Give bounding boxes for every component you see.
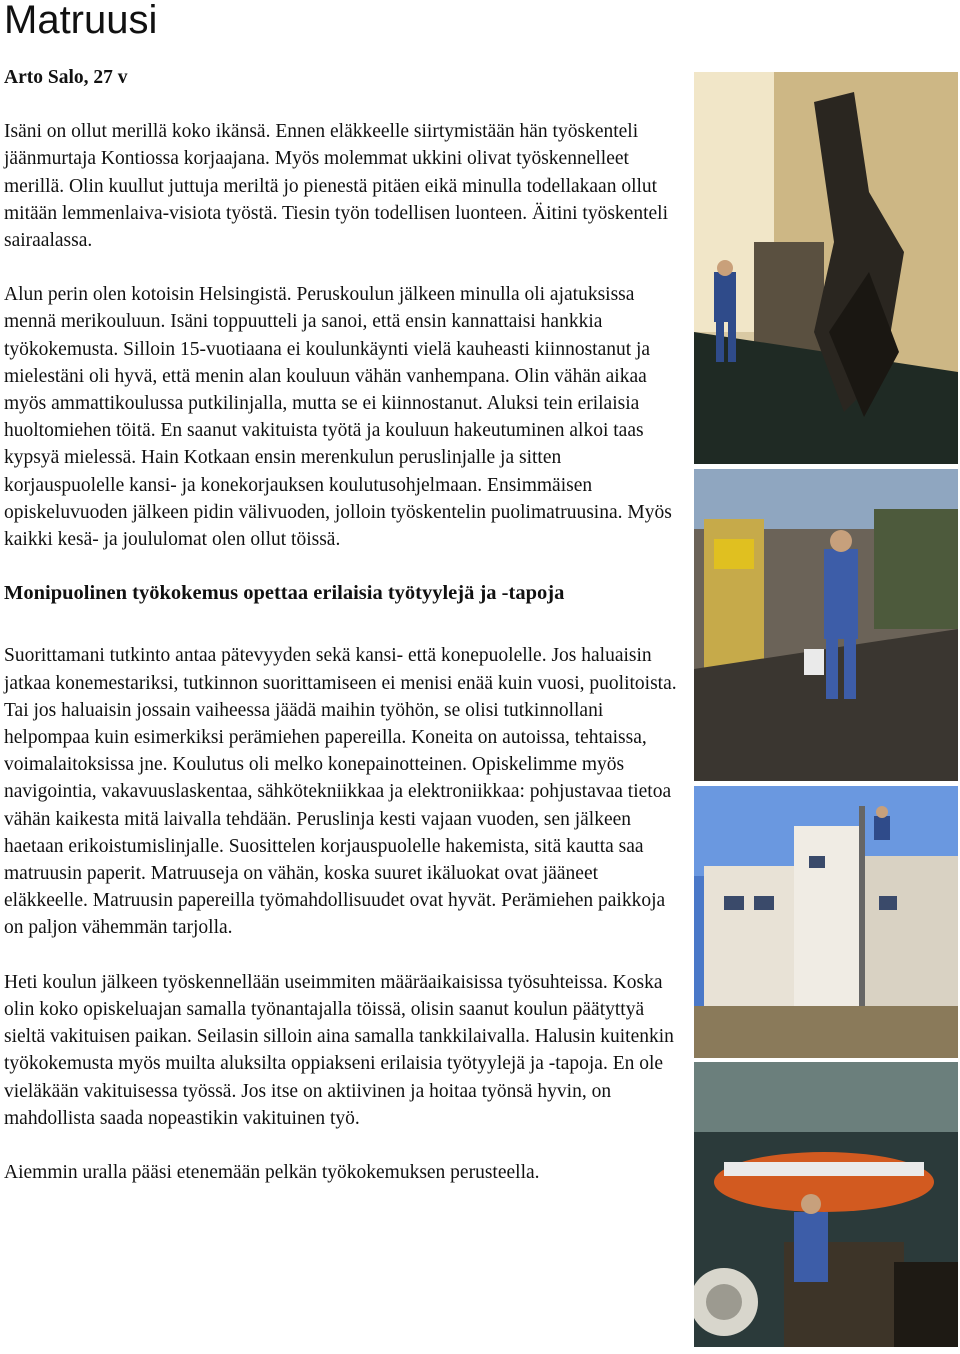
paragraph-3: Suorittamani tutkinto antaa pätevyyden sekä kansi- että konepuolelle. Jos haluaisin jatkaa konemestariksi, tutkinnon suorittamiseen ei menisi enää kuin vuosi, puolitoista. Tai jos haluaisin jossain vaiheessa jäädä maihin työhön, se olisi tutkinnollani helpompaa kuin esimerkiksi perämiehen papereilla. Koneita on autoissa, tehtaissa, voimalaitoksissa jne. Koulutus oli melko konepainotteinen. Opiskelimme myös navigointia, vakavuuslaskentaa, sähkötekniikkaa ja elektroniikkaa: pohjustavaa tietoa vähän kaikesta mitä laivalla tehdään. Peruslinja kesti vajaan vuoden, sen jälkeen haetaan erikoistumislinjalle. Suosittelen korjauspuolelle hakemista, sitä kautta saa matruusin paperit. Matruuseja on vähän, koska suuret ikäluokat ovat jääneet eläkkeelle. Matruusin papereilla työmahdollisuudet ovat hyvät. Perämiehen paikkoja on paljon vähemmän tarjolla. <box>4 645 677 939</box>
byline: Arto Salo, 27 v <box>4 67 128 88</box>
section-heading: Monipuolinen työkokemus opettaa erilaisia työtyylejä ja -tapoja <box>4 582 565 605</box>
page-title: Matruusi <box>4 0 158 42</box>
paragraph-1: Isäni on ollut merillä koko ikänsä. Ennen eläkkeelle siirtymistään hän työskenteli jäänmurtaja Kontiossa korjaajana. Myös molemmat ukkini olivat työskennelleet merillä. Olin kuullut juttuja meriltä jo pienestä pitäen eikä minulla todellakaan ollut mitään lemmenlaiva-visiota työstä. Tiesin työn todellisen luonteen. Äitini työskenteli sairaalassa. <box>4 121 668 252</box>
paragraph-4: Heti koulun jälkeen työskennellään useimmiten määräaikaisissa työsuhteissa. Koska olin koko opiskeluajan samalla työnantajalla töissä, olisin saanut koulun päätyttyä sieltä vakituisen paikan. Seilasin silloin aina samalla tankkilaivalla. Halusin kuitenkin työkokemusta myös muilta aluksilta oppiakseni erilaisia työtyylejä ja -tapoja. En ole vieläkään vakituisessa työssä. Jos itse on aktiivinen ja hoitaa työnsä hyvin, on mahdollista saada nopeastikin vakituinen työ. <box>4 971 674 1129</box>
paragraph-2: Alun perin olen kotoisin Helsingistä. Peruskoulun jälkeen minulla oli ajatuksissa mennä merikouluun. Isäni toppuutteli ja sanoi, että ensin kannattaisi hankkia työkokemusta. Silloin 15-vuotiaana ei koulunkäynti vielä kauheasti kiinnostanut ja mielestäni oli hyvä, että menin alan kouluun vähän vanhempana. Olin vähän aikaa myös ammattikoulussa putkilinjalla, mutta se ei kiinnostanut. Aluksi tein erilaisia huoltomiehen töitä. En saanut vakituista työtä ja kouluun hakeutuminen alkoi taas kypsyä mielessä. Hain Kotkaan ensin merenkulun peruslinjalle ja sitten korjauspuolelle kansi- ja konekorjauksen koulutusohjelmaan. Ensimmäisen opiskeluvuoden jälkeen pidin välivuoden, jolloin työskentelin puolimatruusina. Myös kaikki kesä- ja joululomat olen ollut töissä. <box>4 284 672 551</box>
photo-superstructure <box>694 786 958 1058</box>
photo-anchor-on-hull <box>694 72 958 464</box>
photo-deck-worker <box>694 469 958 781</box>
photo-column <box>694 72 958 1347</box>
photo-lifeboat-winch <box>694 1062 958 1347</box>
article-body <box>4 64 680 1213</box>
paragraph-5: Aiemmin uralla pääsi etenemään pelkän työkokemuksen perusteella. <box>4 1161 540 1183</box>
